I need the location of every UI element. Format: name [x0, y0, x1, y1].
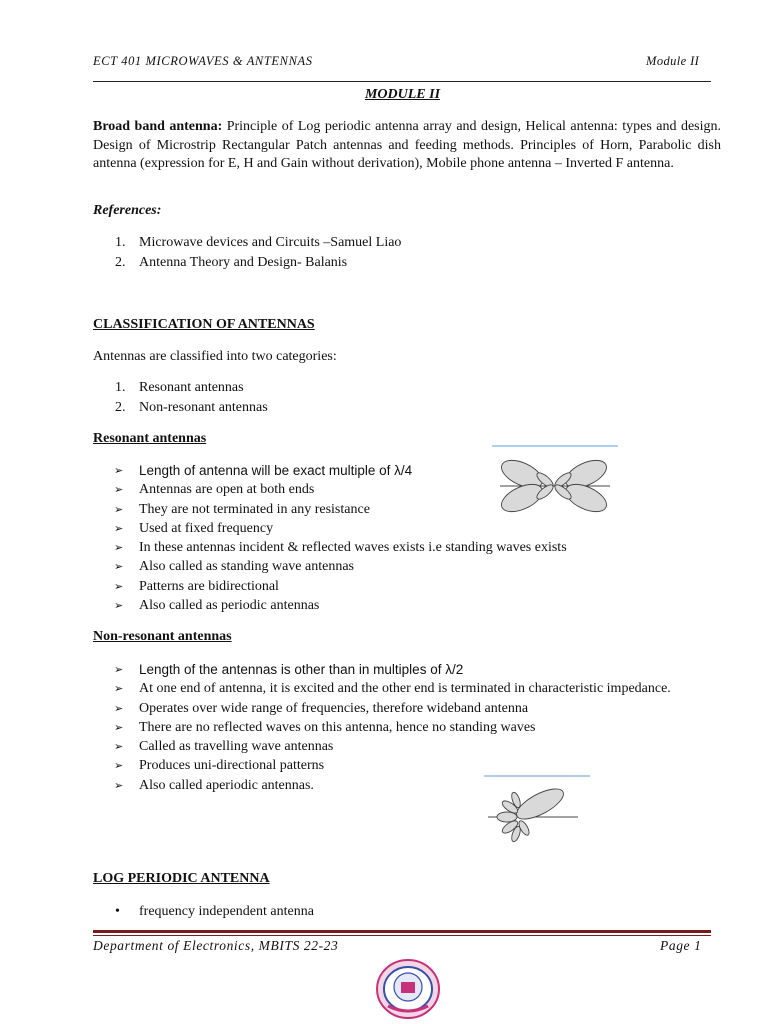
classification-heading: CLASSIFICATION OF ANTENNAS — [93, 317, 315, 332]
syllabus-label: Broad band antenna: — [93, 119, 223, 134]
footer-rule-thin — [93, 935, 711, 936]
list-text: Used at fixed frequency — [139, 520, 274, 536]
arrow-bullet-icon: ➢ — [114, 579, 124, 593]
footer-department: Department of Electronics, MBITS 22-23 — [93, 938, 339, 953]
classification-list — [93, 378, 268, 418]
log-periodic-list — [93, 902, 314, 922]
list-item — [93, 596, 567, 615]
arrow-bullet-icon: ➢ — [114, 720, 124, 734]
list-text: Length of antenna will be exact multiple of λ/4 — [139, 463, 413, 478]
list-item — [93, 660, 671, 679]
list-text: At one end of antenna, it is excited and the other end is terminated in characteristic impedance. — [139, 681, 671, 697]
footer-rule-thick — [93, 930, 711, 933]
college-logo-icon — [374, 958, 442, 1020]
arrow-bullet-icon: ➢ — [114, 599, 124, 613]
arrow-bullet-icon: ➢ — [114, 663, 124, 676]
arrow-bullet-icon: ➢ — [114, 560, 124, 574]
list-text: They are not terminated in any resistance — [139, 501, 370, 517]
list-item — [93, 902, 314, 922]
references-list — [93, 233, 401, 273]
log-periodic-heading: LOG PERIODIC ANTENNA — [93, 871, 270, 886]
header-rule — [93, 81, 711, 82]
list-text: Patterns are bidirectional — [139, 578, 279, 594]
arrow-bullet-icon: ➢ — [114, 541, 124, 555]
arrow-bullet-icon: ➢ — [114, 759, 124, 773]
arrow-bullet-icon: ➢ — [114, 740, 124, 754]
list-item — [93, 557, 567, 576]
list-text: Called as travelling wave antennas — [139, 739, 334, 755]
list-text: Operates over wide range of frequencies, therefore wideband antenna — [139, 700, 529, 716]
arrow-bullet-icon: ➢ — [114, 502, 124, 516]
radiation-lobes — [497, 783, 568, 843]
list-number: 2. — [115, 255, 126, 270]
list-text: Also called as periodic antennas — [139, 598, 320, 614]
arrow-bullet-icon: ➢ — [114, 464, 124, 477]
unidirectional-pattern-figure — [478, 770, 598, 852]
lobe — [497, 812, 517, 822]
list-item — [93, 233, 401, 253]
list-number: 2. — [115, 400, 126, 415]
arrow-bullet-icon: ➢ — [114, 682, 124, 696]
list-item — [93, 378, 268, 398]
list-text: frequency independent antenna — [139, 904, 314, 919]
list-text: Produces uni-directional patterns — [139, 758, 325, 774]
resonant-heading: Resonant antennas — [93, 431, 207, 446]
list-item — [93, 398, 268, 418]
list-text: Non-resonant antennas — [139, 400, 268, 415]
classification-intro: Antennas are classified into two categories: — [93, 349, 337, 364]
list-number: 1. — [115, 380, 126, 395]
list-number: 1. — [115, 235, 126, 250]
list-text: Also called as standing wave antennas — [139, 559, 354, 575]
list-item — [93, 538, 567, 557]
header-module-label: Module II — [646, 54, 700, 68]
arrow-bullet-icon: ➢ — [114, 521, 124, 535]
list-item — [93, 577, 567, 596]
arrow-bullet-icon: ➢ — [114, 701, 124, 715]
list-text: Microwave devices and Circuits –Samuel Liao — [139, 235, 402, 250]
list-text: Antennas are open at both ends — [139, 482, 315, 498]
page-title — [0, 87, 768, 103]
bullet-dot-icon: • — [115, 904, 120, 919]
arrow-bullet-icon: ➢ — [114, 778, 124, 792]
list-text: There are no reflected waves on this antenna, hence no standing waves — [139, 719, 536, 735]
arrow-bullet-icon: ➢ — [114, 483, 124, 497]
list-item — [93, 253, 401, 273]
list-text: Length of the antennas is other than in multiples of λ/2 — [139, 662, 464, 677]
syllabus-paragraph — [93, 118, 721, 174]
references-heading: References: — [93, 203, 162, 218]
list-text: In these antennas incident & reflected waves exists i.e standing waves exists — [139, 540, 567, 556]
list-text: Antenna Theory and Design- Balanis — [139, 255, 348, 270]
footer-page-number: Page 1 — [660, 938, 702, 953]
list-item — [93, 699, 671, 718]
bidirectional-pattern-figure — [486, 440, 626, 524]
list-item — [93, 679, 671, 698]
nonresonant-heading: Non-resonant antennas — [93, 629, 232, 644]
page-title-text: MODULE II — [364, 87, 441, 102]
list-item — [93, 718, 671, 737]
list-item — [93, 737, 671, 756]
header-course-title: ECT 401 MICROWAVES & ANTENNAS — [93, 54, 313, 68]
list-text: Resonant antennas — [139, 380, 244, 395]
list-text: Also called aperiodic antennas. — [139, 777, 314, 793]
syllabus-text: Principle of Log periodic antenna array and design, Helical antenna: types and design. Design of Microstrip Rectangular Patch antennas and feeding methods. Principles of Horn, Parabolic dish antenna (expression for E, H and Gain without derivation), Mobile phone antenna – Inverted F antenna. — [93, 119, 721, 171]
